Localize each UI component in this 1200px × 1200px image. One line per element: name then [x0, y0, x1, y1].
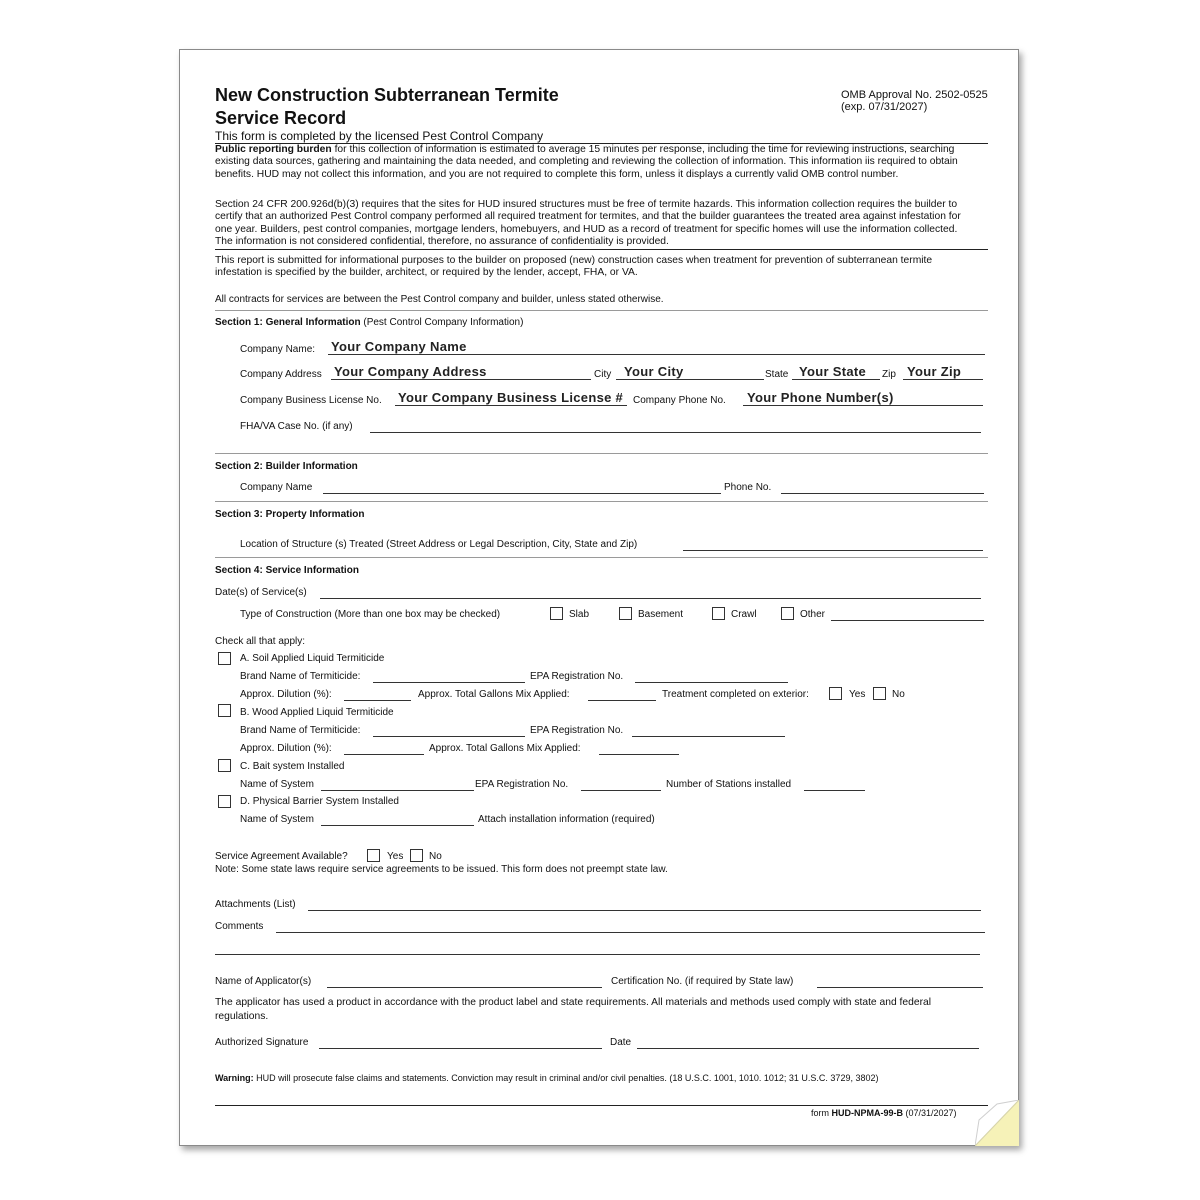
- section3-heading: Section 3: Property Information: [215, 509, 365, 520]
- builder-company-label: Company Name: [240, 482, 313, 493]
- city-field[interactable]: [616, 379, 764, 380]
- form-number-id: HUD-NPMA-99-B: [831, 1108, 904, 1118]
- bait-name-label: Name of System: [240, 779, 314, 790]
- bait-epa-label: EPA Registration No.: [475, 779, 569, 790]
- soil-brand-label: Brand Name of Termiticide:: [240, 671, 361, 682]
- wood-termiticide-checkbox[interactable]: [218, 704, 231, 717]
- section2-heading: Section 2: Builder Information: [215, 461, 358, 472]
- form-sheet: [179, 49, 1019, 1146]
- divider: [215, 249, 988, 250]
- applicator-field[interactable]: [327, 987, 602, 988]
- wood-dilution-field[interactable]: [344, 754, 424, 755]
- bait-system-checkbox[interactable]: [218, 759, 231, 772]
- builder-phone-label: Phone No.: [724, 482, 772, 493]
- bait-stations-label: Number of Stations installed: [666, 779, 792, 790]
- state-label: State: [765, 369, 789, 380]
- attachments-label: Attachments (List): [215, 899, 296, 910]
- state-field[interactable]: [792, 379, 880, 380]
- location-field[interactable]: [683, 550, 983, 551]
- report-note: This report is submitted for informational purposes to the builder on proposed (new) construction cases when treatment for prevention of subterranean termite infestation is specified by the builder, architect, or required by the lender, accept, FHA, or VA.: [215, 255, 933, 279]
- service-dates-field[interactable]: [320, 598, 981, 599]
- company-phone-field[interactable]: [743, 405, 983, 406]
- warning-body: HUD will prosecute false claims and statements. Conviction may result in criminal and/or civil penalties. (18 U.S.C. 1001, 1010. 1012; 31 U.S.C. 3729, 3802): [253, 1073, 879, 1083]
- exterior-no-label: No: [892, 689, 905, 700]
- slab-checkbox[interactable]: [550, 607, 563, 620]
- wood-dilution-label: Approx. Dilution (%):: [240, 743, 332, 754]
- omb-approval: OMB Approval No. 2502-0525: [841, 89, 988, 101]
- comments-label: Comments: [215, 921, 264, 932]
- company-name-value[interactable]: Your Company Name: [331, 339, 467, 354]
- burden-paragraph: [215, 144, 975, 181]
- company-phone-label: Company Phone No.: [633, 395, 726, 406]
- exterior-yes-checkbox[interactable]: [829, 687, 842, 700]
- certification-field[interactable]: [817, 987, 983, 988]
- form-number-prefix: form: [811, 1108, 832, 1118]
- bait-stations-field[interactable]: [804, 790, 865, 791]
- signature-label: Authorized Signature: [215, 1037, 309, 1048]
- wood-gallons-label: Approx. Total Gallons Mix Applied:: [429, 743, 581, 754]
- other-field[interactable]: [831, 620, 984, 621]
- basement-label: Basement: [638, 609, 684, 620]
- check-all-label: Check all that apply:: [215, 636, 306, 647]
- service-agreement-label: Service Agreement Available?: [215, 851, 348, 862]
- location-label: Location of Structure (s) Treated (Street Address or Legal Description, City, State and Zip): [240, 539, 638, 550]
- soil-termiticide-label: A. Soil Applied Liquid Termiticide: [240, 653, 385, 664]
- divider: [215, 557, 988, 558]
- divider: [215, 453, 988, 454]
- form-number: [811, 1108, 957, 1119]
- soil-gallons-field[interactable]: [588, 700, 656, 701]
- exterior-treatment-label: Treatment completed on exterior:: [662, 689, 809, 700]
- company-name-field[interactable]: [328, 354, 985, 355]
- builder-phone-field[interactable]: [781, 493, 984, 494]
- bait-name-field[interactable]: [321, 790, 474, 791]
- soil-epa-field[interactable]: [635, 682, 788, 683]
- slab-label: Slab: [569, 609, 590, 620]
- builder-company-field[interactable]: [323, 493, 721, 494]
- warning-text: [215, 1073, 878, 1084]
- agreement-note: Note: Some state laws require service agreements to be issued. This form does not preempt state law.: [215, 864, 668, 875]
- footer-divider: [215, 1105, 988, 1106]
- carbon-copy-corner: [975, 1100, 1019, 1146]
- soil-epa-label: EPA Registration No.: [530, 671, 624, 682]
- city-label: City: [594, 369, 612, 380]
- company-address-label: Company Address: [240, 369, 322, 380]
- wood-brand-label: Brand Name of Termiticide:: [240, 725, 361, 736]
- wood-termiticide-label: B. Wood Applied Liquid Termiticide: [240, 707, 394, 718]
- form-subtitle: This form is completed by the licensed Pest Control Company: [215, 129, 544, 143]
- applicator-statement: The applicator has used a product in accordance with the product label and state requirements. All materials and methods used comply with state and federal regulations.: [215, 997, 932, 1022]
- section1-heading: [215, 317, 523, 329]
- section1-title: Section 1: General Information: [215, 317, 361, 328]
- form-number-date: (07/31/2027): [903, 1108, 957, 1118]
- other-checkbox[interactable]: [781, 607, 794, 620]
- burden-heading: Public reporting burden: [215, 144, 332, 155]
- wood-epa-label: EPA Registration No.: [530, 725, 624, 736]
- city-value[interactable]: Your City: [624, 364, 684, 379]
- company-name-label: Company Name:: [240, 344, 316, 355]
- case-number-label: FHA/VA Case No. (if any): [240, 421, 353, 432]
- signature-field[interactable]: [319, 1048, 602, 1049]
- date-label: Date: [610, 1037, 632, 1048]
- soil-brand-field[interactable]: [373, 682, 525, 683]
- agreement-no-label: No: [429, 851, 442, 862]
- other-label: Other: [800, 609, 826, 620]
- company-address-value[interactable]: Your Company Address: [334, 364, 487, 379]
- construction-type-label: Type of Construction (More than one box may be checked): [240, 609, 501, 620]
- soil-gallons-label: Approx. Total Gallons Mix Applied:: [418, 689, 570, 700]
- warning-label: Warning:: [215, 1073, 254, 1083]
- form-title-line1: New Construction Subterranean Termite: [215, 85, 559, 105]
- agreement-yes-checkbox[interactable]: [367, 849, 380, 862]
- certification-label: Certification No. (if required by State law): [611, 976, 794, 987]
- zip-value[interactable]: Your Zip: [907, 364, 962, 379]
- wood-epa-field[interactable]: [632, 736, 785, 737]
- exterior-yes-label: Yes: [849, 689, 866, 700]
- license-field[interactable]: [395, 405, 627, 406]
- soil-termiticide-checkbox[interactable]: [218, 652, 231, 665]
- license-value[interactable]: Your Company Business License #: [398, 390, 624, 405]
- exterior-no-checkbox[interactable]: [873, 687, 886, 700]
- bait-epa-field[interactable]: [581, 790, 661, 791]
- agreement-yes-label: Yes: [387, 851, 404, 862]
- license-label: Company Business License No.: [240, 395, 382, 406]
- section1-subtitle: (Pest Control Company Information): [360, 317, 524, 328]
- agreement-no-checkbox[interactable]: [410, 849, 423, 862]
- zip-label: Zip: [882, 369, 896, 380]
- section24-paragraph: Section 24 CFR 200.926d(b)(3) requires that the sites for HUD insured structures must be free of termite hazards. This information collection requires the builder to certify that an authorized Pest Control company performed all required treatment for termites, and that the builder guarantees the treated area against infestation for one year. Builders, pest control companies, mortgage lenders, homebuyers, and HUD as a record of treatment for specific homes will use the information collected. The information is not considered confidential, therefore, no assurance of confidentiality is provided.: [215, 199, 961, 247]
- form-title-line2: Service Record: [215, 108, 347, 128]
- physical-barrier-label: D. Physical Barrier System Installed: [240, 796, 399, 807]
- soil-dilution-field[interactable]: [344, 700, 411, 701]
- wood-brand-field[interactable]: [373, 736, 525, 737]
- applicator-label: Name of Applicator(s): [215, 976, 312, 987]
- section4-heading: Section 4: Service Information: [215, 565, 359, 576]
- crawl-checkbox[interactable]: [712, 607, 725, 620]
- wood-gallons-field[interactable]: [599, 754, 679, 755]
- omb-expiration: (exp. 07/31/2027): [841, 101, 928, 113]
- barrier-name-label: Name of System: [240, 814, 314, 825]
- divider: [215, 310, 988, 311]
- crawl-label: Crawl: [731, 609, 757, 620]
- service-dates-label: Date(s) of Service(s): [215, 587, 307, 598]
- zip-field[interactable]: [903, 379, 983, 380]
- burden-text: for this collection of information is estimated to average 15 minutes per response, including the time for reviewing instructions, searching existing data sources, gathering and maintaining the data needed, and completing and reviewing the collection of information. This information iis required to obtain benefits. HUD may not collect this information, and you are not required to complete this form, unless it displays a currently valid OMB control number.: [215, 144, 958, 180]
- company-address-field[interactable]: [331, 379, 591, 380]
- page-curl-graphic: [975, 1100, 1019, 1146]
- date-field[interactable]: [637, 1048, 979, 1049]
- state-value[interactable]: Your State: [799, 364, 867, 379]
- barrier-name-field[interactable]: [321, 825, 474, 826]
- comments-field[interactable]: [276, 932, 985, 933]
- barrier-attach-note: Attach installation information (required): [478, 814, 655, 825]
- physical-barrier-checkbox[interactable]: [218, 795, 231, 808]
- company-phone-value[interactable]: Your Phone Number(s): [747, 390, 894, 405]
- basement-checkbox[interactable]: [619, 607, 632, 620]
- divider: [215, 501, 988, 502]
- bait-system-label: C. Bait system Installed: [240, 761, 345, 772]
- attachments-field[interactable]: [308, 910, 981, 911]
- soil-dilution-label: Approx. Dilution (%):: [240, 689, 332, 700]
- contracts-note: All contracts for services are between the Pest Control company and builder, unless stated otherwise.: [215, 294, 664, 305]
- comments-field-line2[interactable]: [215, 954, 980, 955]
- case-number-field[interactable]: [370, 432, 981, 433]
